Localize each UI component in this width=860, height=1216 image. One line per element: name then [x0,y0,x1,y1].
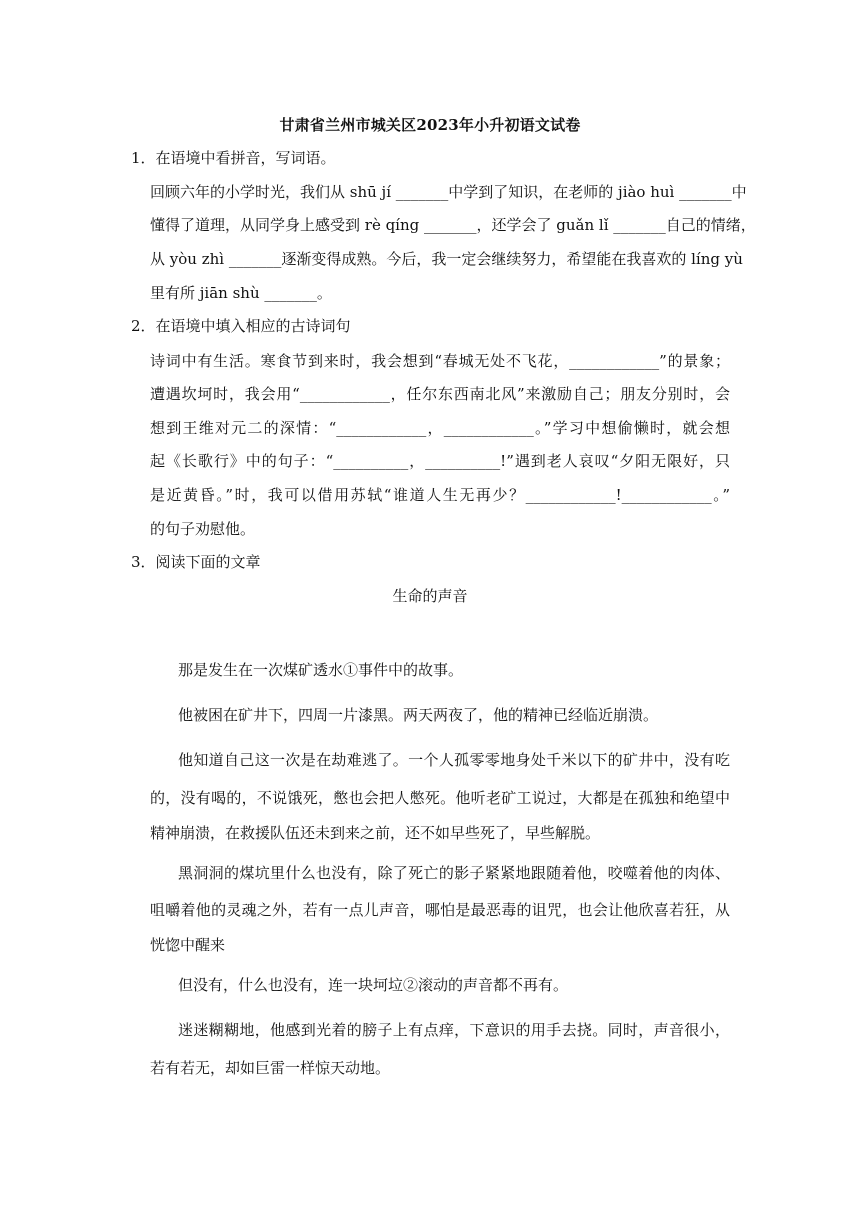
question-1-line: 里有所 jiān shù _______。 [150,284,332,302]
question-1-line: 回顾六年的小学时光，我们从 shū jí _______中学到了知识，在老师的 jiào huì _______中 [150,183,747,201]
question-1-line: 从 yòu zhì _______逐渐变得成熟。今后，我一定会继续努力，希望能在我喜欢的 líng yù [150,250,743,268]
article-paragraph-line: 恍惚中醒来 [150,936,226,954]
question-3-heading: 3．阅读下面的文章 [131,553,261,571]
question-2-line: 想到王维对元二的深情：“____________，____________。”学习中想偷懒时，就会想 [150,419,730,437]
question-2-heading: 2．在语境中填入相应的古诗词句 [131,317,351,335]
question-1-line: 懂得了道理，从同学身上感受到 rè qíng _______，还学会了 guǎn lǐ _______自己的情绪， [150,216,756,234]
article-paragraph-line: 咀嚼着他的灵魂之外，若有一点儿声音，哪怕是最恶毒的诅咒，也会让他欣喜若狂，从 [150,901,730,919]
document-title: 甘肃省兰州市城关区2023年小升初语文试卷 [279,116,581,134]
article-paragraph-line: 精神崩溃，在救援队伍还未到来之前，还不如早些死了，早些解脱。 [150,824,601,842]
question-2-line: 遭遇坎坷时，我会用“____________，任尔东西南北风”来激励自己；朋友分别时，会 [150,385,730,403]
question-2-line: 诗词中有生活。寒食节到来时，我会想到“春城无处不飞花，____________”的景象； [150,352,730,370]
article-paragraph: 迷迷糊糊地，他感到光着的膀子上有点痒，下意识的用手去挠。同时，声音很小， [178,1021,730,1039]
article-paragraph: 黑洞洞的煤坑里什么也没有，除了死亡的影子紧紧地跟随着他，咬噬着他的肉体、 [178,864,730,882]
article-paragraph-line: 的，没有喝的，不说饿死，憋也会把人憋死。他听老矿工说过，大都是在孤独和绝望中 [150,789,730,807]
article-paragraph: 他被困在矿井下，四周一片漆黑。两天两夜了，他的精神已经临近崩溃。 [178,706,659,724]
article-paragraph-line: 若有若无，却如巨雷一样惊天动地。 [150,1059,391,1077]
article-title: 生命的声音 [392,587,468,605]
article-paragraph: 那是发生在一次煤矿透水①事件中的故事。 [178,661,464,679]
question-2-line: 的句子劝慰他。 [150,520,256,538]
article-paragraph: 但没有，什么也没有，连一块坷垃②滚动的声音都不再有。 [178,976,569,994]
article-paragraph: 他知道自己这一次是在劫难逃了。一个人孤零零地身处千米以下的矿井中，没有吃 [178,751,730,769]
question-2-line: 是近黄昏。”时，我可以借用苏轼“谁道人生无再少？____________!____________。” [150,486,730,504]
question-2-line: 起《长歌行》中的句子：“__________，__________!”遇到老人哀叹“夕阳无限好，只 [150,452,730,470]
question-1-heading: 1．在语境中看拼音，写词语。 [131,149,336,167]
